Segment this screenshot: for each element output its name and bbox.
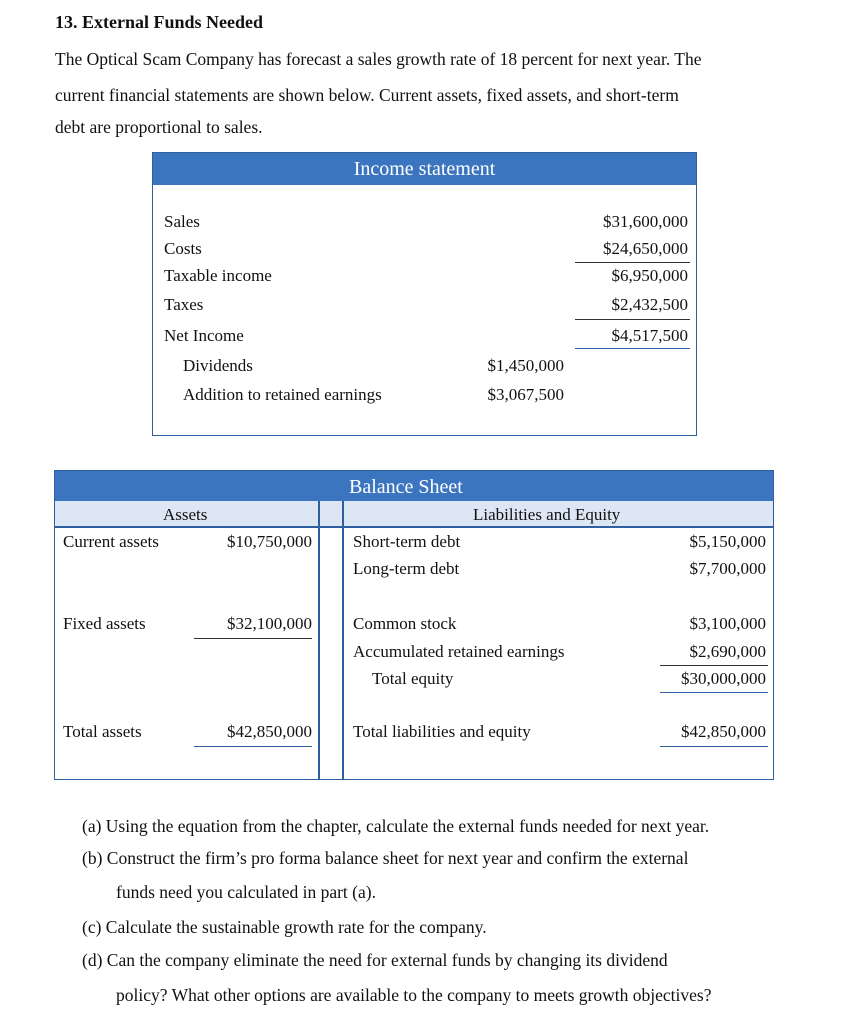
is-taxable-value: $6,950,000 xyxy=(611,266,688,285)
liabilities-header: Liabilities and Equity xyxy=(473,505,621,524)
bs-short-term-debt-value: $5,150,000 xyxy=(689,532,766,551)
bs-long-term-debt-value: $7,700,000 xyxy=(689,559,766,578)
bs-total-liab-equity-underline xyxy=(660,746,768,747)
intro-line-3: debt are proportional to sales. xyxy=(55,117,263,137)
is-netincome-label: Net Income xyxy=(164,326,244,345)
bs-fixed-assets-label: Fixed assets xyxy=(63,614,146,633)
bs-long-term-debt-label: Long-term debt xyxy=(353,559,460,578)
bs-total-assets-value: $42,850,000 xyxy=(227,722,312,741)
is-costs-value: $24,650,000 xyxy=(603,239,688,258)
is-addition-label: Addition to retained earnings xyxy=(183,385,382,404)
bs-total-equity-underline xyxy=(660,692,768,693)
is-addition-value: $3,067,500 xyxy=(487,385,564,404)
problem-title: 13. External Funds Needed xyxy=(55,12,264,32)
column-divider-1 xyxy=(318,501,320,780)
bs-short-term-debt-label: Short-term debt xyxy=(353,532,461,551)
bs-retained-earnings-underline xyxy=(660,665,768,666)
is-taxes-underline xyxy=(575,319,690,320)
balance-sheet-title: Balance Sheet xyxy=(349,476,463,498)
intro-line-1: The Optical Scam Company has forecast a sales growth rate of 18 percent for next year. The xyxy=(55,49,702,69)
income-statement-title: Income statement xyxy=(153,153,696,185)
is-dividends-value: $1,450,000 xyxy=(487,356,564,375)
bs-fixed-assets-underline xyxy=(194,638,312,639)
question-d-line-1: (d) Can the company eliminate the need for external funds by changing its dividend xyxy=(82,950,668,970)
question-d-line-2: policy? What other options are available to the company to meets growth objectives? xyxy=(116,985,712,1005)
is-sales-value: $31,600,000 xyxy=(603,212,688,231)
bs-current-assets-label: Current assets xyxy=(63,532,159,551)
bs-total-liab-equity-label: Total liabilities and equity xyxy=(353,722,531,741)
question-b-line-1: (b) Construct the firm’s pro forma balance sheet for next year and confirm the external xyxy=(82,848,689,868)
assets-header: Assets xyxy=(163,505,208,524)
bs-total-assets-label: Total assets xyxy=(63,722,142,741)
question-a: (a) Using the equation from the chapter, calculate the external funds needed for next year. xyxy=(82,816,710,836)
is-taxes-label: Taxes xyxy=(164,295,204,314)
bs-total-assets-underline xyxy=(194,746,312,747)
bs-total-equity-label: Total equity xyxy=(372,669,454,688)
bs-common-stock-label: Common stock xyxy=(353,614,457,633)
bs-current-assets-value: $10,750,000 xyxy=(227,532,312,551)
subheader-divider xyxy=(55,526,773,528)
column-divider-2 xyxy=(342,501,344,780)
is-netincome-value: $4,517,500 xyxy=(611,326,688,345)
bs-total-equity-value: $30,000,000 xyxy=(681,669,766,688)
is-sales-label: Sales xyxy=(164,212,200,231)
bs-retained-earnings-value: $2,690,000 xyxy=(689,642,766,661)
bs-common-stock-value: $3,100,000 xyxy=(689,614,766,633)
bs-retained-earnings-label: Accumulated retained earnings xyxy=(353,642,565,661)
question-b-line-2: funds need you calculated in part (a). xyxy=(116,882,376,902)
intro-line-2: current financial statements are shown below. Current assets, fixed assets, and short-term xyxy=(55,85,679,105)
bs-fixed-assets-value: $32,100,000 xyxy=(227,614,312,633)
is-costs-label: Costs xyxy=(164,239,202,258)
question-c: (c) Calculate the sustainable growth rate for the company. xyxy=(82,917,487,937)
is-taxable-label: Taxable income xyxy=(164,266,272,285)
is-netincome-underline xyxy=(575,348,690,349)
is-dividends-label: Dividends xyxy=(183,356,253,375)
is-costs-underline xyxy=(575,262,690,263)
bs-total-liab-equity-value: $42,850,000 xyxy=(681,722,766,741)
is-taxes-value: $2,432,500 xyxy=(611,295,688,314)
